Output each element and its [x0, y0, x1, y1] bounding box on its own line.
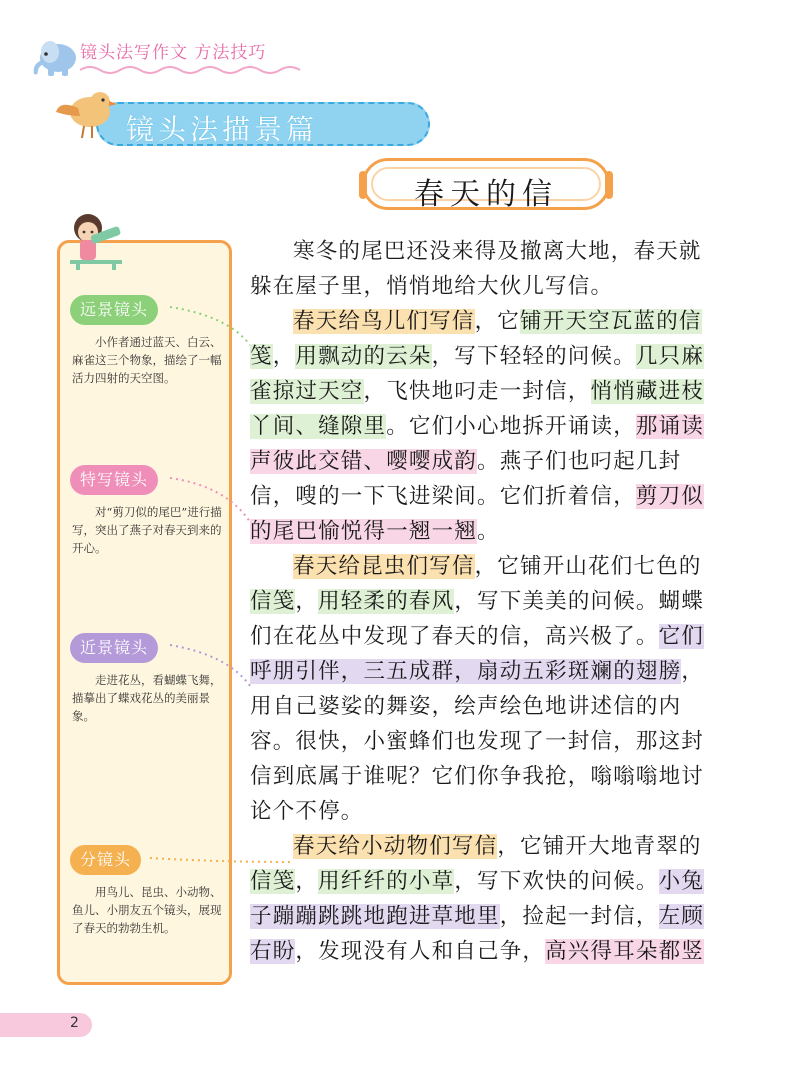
highlighted-phrase: 铺开天空瓦蓝的信笺 — [250, 309, 702, 369]
highlighted-phrase: 小兔子蹦蹦跳跳地跑进草地里 — [250, 869, 705, 929]
highlighted-phrase: 春天给小动物们写信 — [293, 834, 498, 859]
note-text: 走进花丛，看蝴蝶飞舞，描摹出了蝶戏花丛的美丽景象。 — [72, 673, 222, 723]
highlighted-phrase: 它们呼朋引伴，三五成群，扇动五彩斑斓的翅膀 — [250, 624, 705, 684]
section-title: 镜头法描景篇 — [126, 113, 319, 146]
text-run: ，写下美美的问候。蝴蝶们在花丛中发现了春天的信，高兴极了。 — [250, 589, 705, 649]
highlighted-phrase: 高兴得耳朵都竖 — [545, 939, 705, 964]
page-number: 2 — [70, 1015, 79, 1031]
text-run: ，发现没有人和自己争， — [295, 939, 546, 964]
highlighted-phrase: 春天给昆虫们写信 — [293, 554, 475, 579]
text-run: ，写下欢快的问候。 — [454, 869, 659, 894]
text-run: ，它铺开山花们七色的 — [474, 554, 702, 579]
story-title: 春天的信 — [414, 177, 558, 212]
text-run: 。 — [477, 519, 500, 544]
annotation-sidebar — [57, 240, 232, 985]
highlighted-phrase: 剪刀似的尾巴愉悦得一翘一翘 — [250, 484, 705, 544]
series-logo — [28, 34, 318, 82]
highlighted-phrase: 悄悄藏进枝丫间、缝隙里 — [250, 379, 705, 439]
text-run: 。燕子们也叼起几封信，嗖的一下飞进梁间。它们折着信， — [250, 449, 682, 509]
bird-icon — [54, 86, 118, 144]
note-tag-split-shot: 分镜头 — [70, 845, 141, 875]
elephant-icon — [28, 34, 82, 78]
story-paragraph — [250, 304, 720, 549]
text-run: ，用自己婆娑的舞姿，绘声绘色地讲述信的内容。很快，小蜜蜂们也发现了一封信，那这封信到底属于谁呢？它们你争我抢，嗡嗡嗡地讨论个不停。 — [250, 659, 705, 824]
text-run: ，它 — [474, 309, 521, 334]
story-paragraph — [250, 549, 720, 829]
note-text: 小作者通过蓝天、白云、麻雀这三个物象，描绘了一幅活力四射的天空图。 — [72, 335, 222, 385]
story-body — [250, 234, 720, 969]
highlighted-phrase: 信笺 — [250, 869, 296, 894]
text-run: ，它铺开大地青翠的 — [497, 834, 702, 859]
text-run: ，捡起一封信， — [499, 904, 659, 929]
highlighted-phrase: 用轻柔的春风 — [318, 589, 455, 614]
highlighted-phrase: 春天给鸟儿们写信 — [293, 309, 475, 334]
girl-reading-icon — [66, 210, 126, 272]
highlighted-phrase: 那诵读声彼此交错、嘤嘤成韵 — [250, 414, 705, 474]
note-text: 用鸟儿、昆虫、小动物、鱼儿、小朋友五个镜头，展现了春天的勃勃生机。 — [72, 885, 222, 935]
text-run: ，写下轻轻的问候。 — [431, 344, 636, 369]
text-run: ， — [295, 589, 319, 614]
decorative-squiggle — [80, 62, 310, 76]
story-paragraph — [250, 829, 720, 969]
note-tag-close-up: 特写镜头 — [70, 465, 158, 495]
text-run: ，飞快地叼走一封信， — [363, 379, 591, 404]
text-run: ， — [272, 344, 296, 369]
story-paragraph — [250, 234, 720, 304]
highlighted-phrase: 信笺 — [250, 589, 296, 614]
series-title: 镜头法写作文 方法技巧 — [80, 43, 267, 63]
note-text: 对“剪刀似的尾巴”进行描写，突出了燕子对春天到来的开心。 — [72, 505, 222, 555]
text-run: ， — [295, 869, 319, 894]
highlighted-phrase: 用飘动的云朵 — [295, 344, 432, 369]
text-run: 。它们小心地拆开诵读， — [386, 414, 636, 439]
highlighted-phrase: 几只麻雀掠过天空 — [250, 344, 705, 404]
text-run: 寒冬的尾巴还没来得及撤离大地，春天就躲在屋子里，悄悄地给大伙儿写信。 — [250, 239, 702, 299]
section-banner — [54, 84, 384, 154]
note-tag-long-shot: 远景镜头 — [70, 295, 158, 325]
highlighted-phrase: 用纤纤的小草 — [318, 869, 455, 894]
highlighted-phrase: 左顾右盼 — [250, 904, 705, 964]
note-tag-medium-shot: 近景镜头 — [70, 633, 158, 663]
story-title-box — [362, 158, 610, 210]
page-number-tab — [0, 1013, 92, 1037]
